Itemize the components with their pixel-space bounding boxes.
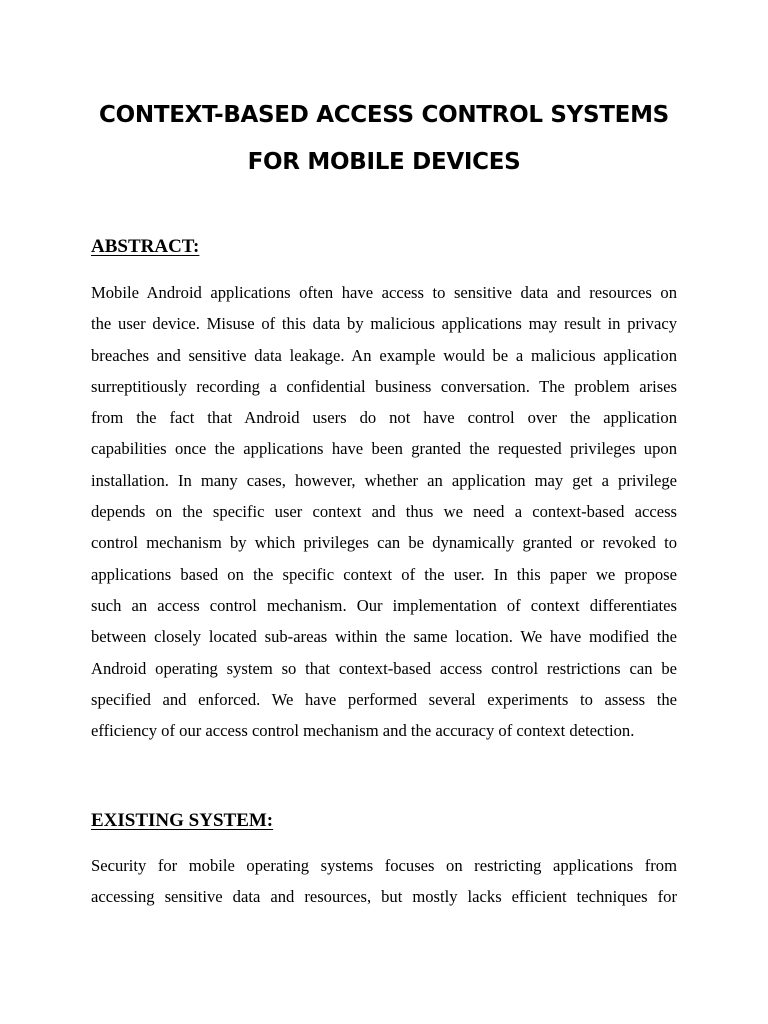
abstract-line: installation. In many cases, however, whether an application may get a privilege	[91, 470, 677, 490]
abstract-line: capabilities once the applications have been granted the requested privileges upon	[91, 439, 677, 459]
abstract-line: applications based on the specific context of the user. In this paper we propose	[91, 564, 677, 584]
abstract-line: depends on the specific user context and thus we need a context-based access	[91, 502, 677, 522]
abstract-line: from the fact that Android users do not have control over the application	[91, 408, 677, 428]
existing-system-heading: EXISTING SYSTEM:	[91, 810, 274, 831]
abstract-heading: ABSTRACT:	[91, 236, 200, 257]
abstract-paragraph	[91, 277, 677, 746]
abstract-line: breaches and sensitive data leakage. An example would be a malicious application	[91, 345, 677, 365]
existing-system-line: accessing sensitive data and resources, but mostly lacks efficient techniques for	[91, 887, 677, 907]
abstract-line: efficiency of our access control mechanism and the accuracy of context detection.	[91, 721, 635, 741]
document-title	[60, 92, 708, 186]
title-line: CONTEXT-BASED ACCESS CONTROL SYSTEMS	[99, 102, 669, 128]
abstract-line: between closely located sub-areas within the same location. We have modified the	[91, 627, 677, 647]
abstract-line: surreptitiously recording a confidential business conversation. The problem arises	[91, 376, 677, 396]
abstract-line: Android operating system so that context-based access control restrictions can be	[91, 658, 677, 678]
existing-system-line: Security for mobile operating systems focuses on restricting applications from	[91, 856, 677, 875]
title-line: FOR MOBILE DEVICES	[247, 149, 521, 175]
abstract-line: Mobile Android applications often have access to sensitive data and resources on	[91, 283, 677, 302]
abstract-line: such an access control mechanism. Our implementation of context differentiates	[91, 595, 677, 615]
abstract-line: specified and enforced. We have performed several experiments to assess the	[91, 689, 677, 709]
existing-system-paragraph	[91, 850, 677, 913]
abstract-line: the user device. Misuse of this data by malicious applications may result in privacy	[91, 314, 677, 334]
abstract-line: control mechanism by which privileges can be dynamically granted or revoked to	[91, 533, 677, 553]
